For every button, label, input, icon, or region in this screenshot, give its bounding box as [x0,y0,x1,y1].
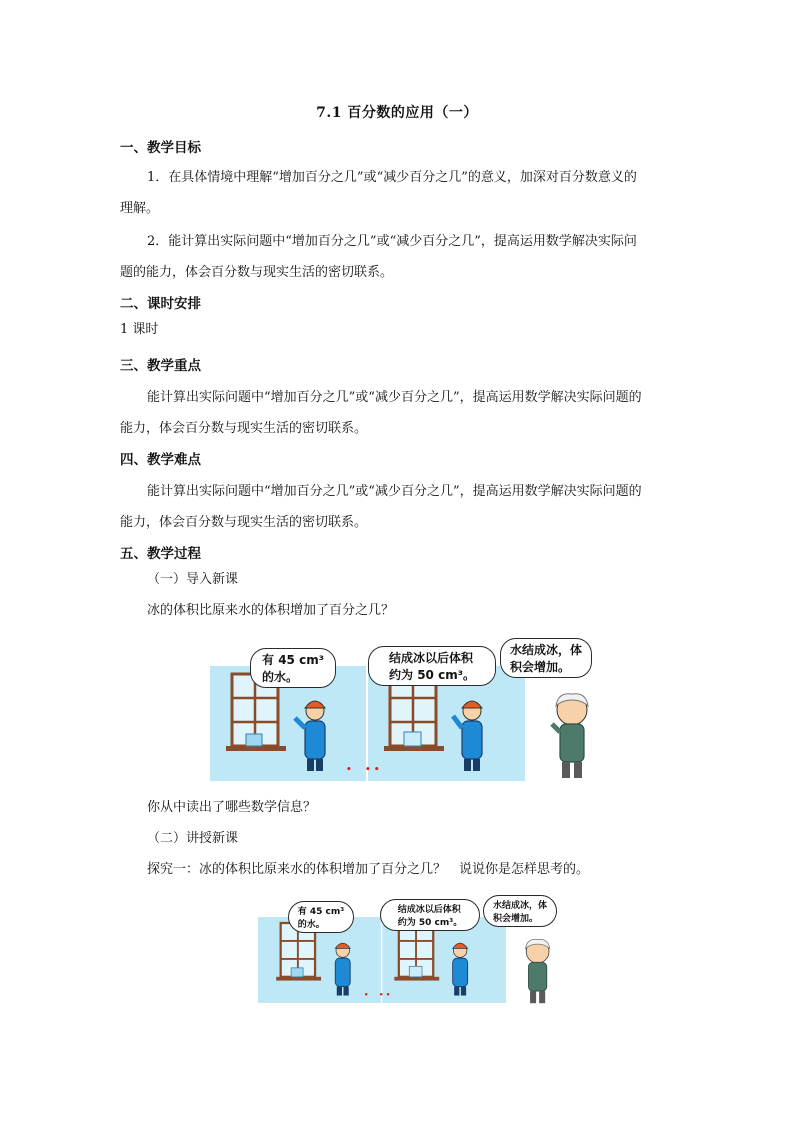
marker-dot: • [364,991,369,999]
speech-bubble-water: 有 45 cm³ 的水。 [288,901,354,933]
key-points-line-2: 能力，体会百分数与现实生活的密切联系。 [120,421,368,436]
speech-bubble-teacher: 水结成冰，体 积会增加。 [500,638,592,678]
page-title: 7.1 百分数的应用（一） [316,105,478,121]
objective-2-line-1: 2．能计算出实际问题中“增加百分之几”或“减少百分之几”，提高运用数学解决实际问 [147,234,637,249]
exploration-1: 探究一：冰的体积比原来水的体积增加了百分之几？ 说说你是怎样思考的。 [147,862,590,877]
speech-bubble-water: 有 45 cm³ 的水。 [250,648,336,688]
key-points-line-1: 能计算出实际问题中“增加百分之几”或“减少百分之几”，提高运用数学解决实际问题的 [147,390,642,405]
speech-bubble-ice: 结成冰以后体积 约为 50 cm³。 [380,899,480,931]
speech-bubble-teacher: 水结成冰，体 积会增加。 [483,895,557,927]
objective-1-line-1: 1．在具体情境中理解“增加百分之几”或“减少百分之几”的意义，加深对百分数意义的 [147,170,637,185]
marker-dots: • • [379,991,391,999]
illustration-water-ice-small [258,895,558,1010]
marker-dot: • [346,765,352,775]
subsection-new-lesson: （二）讲授新课 [147,831,239,846]
teacher-figure [550,688,595,783]
question-1: 冰的体积比原来水的体积增加了百分之几？ [147,603,395,618]
difficulties-line-1: 能计算出实际问题中“增加百分之几”或“减少百分之几”，提高运用数学解决实际问题的 [147,484,642,499]
difficulties-line-2: 能力，体会百分数与现实生活的密切联系。 [120,515,368,530]
section-heading-process: 五、教学过程 [120,546,201,562]
window-icon [394,923,439,981]
illustration-water-ice-large [210,638,590,783]
objective-1-line-2: 理解。 [120,201,160,216]
child-figure-right [453,943,468,995]
schedule-text: 1 课时 [120,322,159,337]
section-heading-objectives: 一、教学目标 [120,140,201,156]
child-figure-left [335,943,350,995]
child-figure-right [453,701,482,771]
section-heading-schedule: 二、课时安排 [120,296,201,312]
teacher-figure [520,935,556,1007]
section-heading-key-points: 三、教学重点 [120,358,201,374]
child-figure-left [295,701,325,771]
speech-bubble-ice: 结成冰以后体积 约为 50 cm³。 [368,646,496,686]
question-2: 你从中读出了哪些数学信息？ [147,800,317,815]
objective-2-line-2: 题的能力，体会百分数与现实生活的密切联系。 [120,265,394,280]
subsection-intro: （一）导入新课 [147,572,239,587]
section-heading-difficulties: 四、教学难点 [120,452,201,468]
marker-dots: • • [365,765,380,775]
